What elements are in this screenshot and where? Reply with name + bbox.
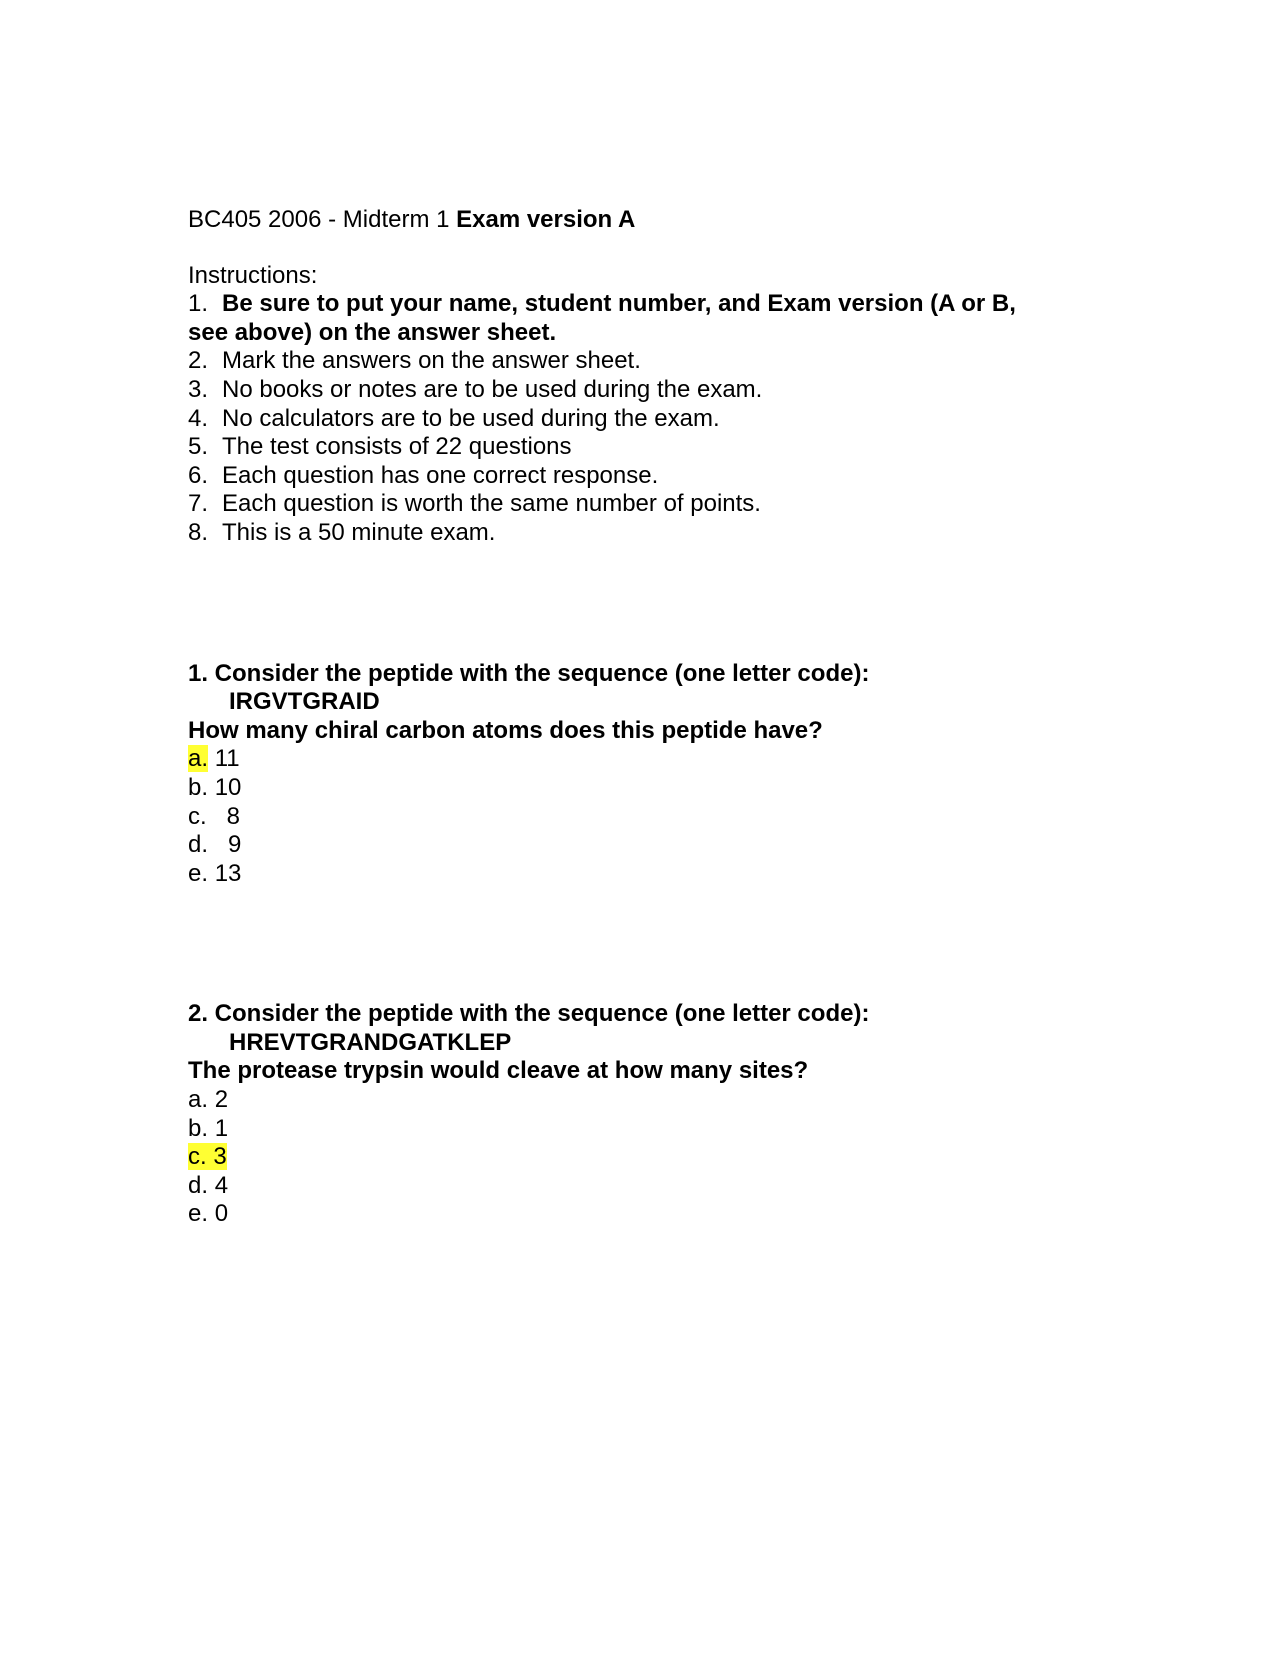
instruction-item-4: 4. No calculators are to be used during the exam. (188, 404, 720, 432)
instruction-item-1-continued: see above) on the answer sheet. (188, 318, 557, 346)
question-2-option-c (188, 1143, 1088, 1172)
instructions-list (188, 290, 1088, 547)
instruction-item-7: 7. Each question is worth the same number of points. (188, 490, 761, 518)
question-2-option-b: b. 1 (188, 1114, 229, 1142)
question-1-sequence: IRGVTGRAID (229, 688, 380, 716)
answer-highlight: c. 3 (188, 1143, 227, 1171)
instruction-item-2: 2. Mark the answers on the answer sheet. (188, 347, 641, 375)
question-1-option-a: a. 11 (188, 745, 240, 773)
question-2-option-a: a. 2 (188, 1086, 229, 1114)
question-2-sequence: HREVTGRANDGATKLEP (229, 1028, 512, 1056)
question-2-option-d: d. 4 (188, 1171, 229, 1199)
question-2 (188, 1000, 1088, 1229)
instruction-item-3: 3. No books or notes are to be used during the exam. (188, 375, 763, 403)
question-1-option-c: c. 8 (188, 802, 241, 830)
question-1-stem: 1. Consider the peptide with the sequence (one letter code): (188, 659, 870, 687)
instruction-item-8: 8. This is a 50 minute exam. (188, 518, 496, 546)
instructions-heading: Instructions: (188, 261, 318, 289)
instruction-item-5: 5. The test consists of 22 questions (188, 433, 572, 461)
exam-document (188, 206, 1088, 1229)
question-1-prompt: How many chiral carbon atoms does this peptide have? (188, 716, 823, 744)
exam-title-prefix: BC405 2006 - Midterm 1 (188, 206, 457, 233)
exam-title (188, 206, 1088, 235)
answer-highlight: a. (188, 745, 209, 773)
question-2-option-e: e. 0 (188, 1200, 229, 1228)
question-1-option-b: b. 10 (188, 773, 242, 801)
question-2-stem: 2. Consider the peptide with the sequence (one letter code): (188, 1000, 870, 1028)
instruction-item-6: 6. Each question has one correct response. (188, 461, 659, 489)
question-1-option-e: e. 13 (188, 859, 242, 887)
instruction-item-1: 1. Be sure to put your name, student number, and Exam version (A or B, (188, 290, 1016, 318)
question-1-option-d: d. 9 (188, 831, 242, 859)
exam-version-label: Exam version A (456, 206, 636, 233)
question-2-prompt: The protease trypsin would cleave at how many sites? (188, 1057, 809, 1085)
question-1 (188, 660, 1088, 889)
